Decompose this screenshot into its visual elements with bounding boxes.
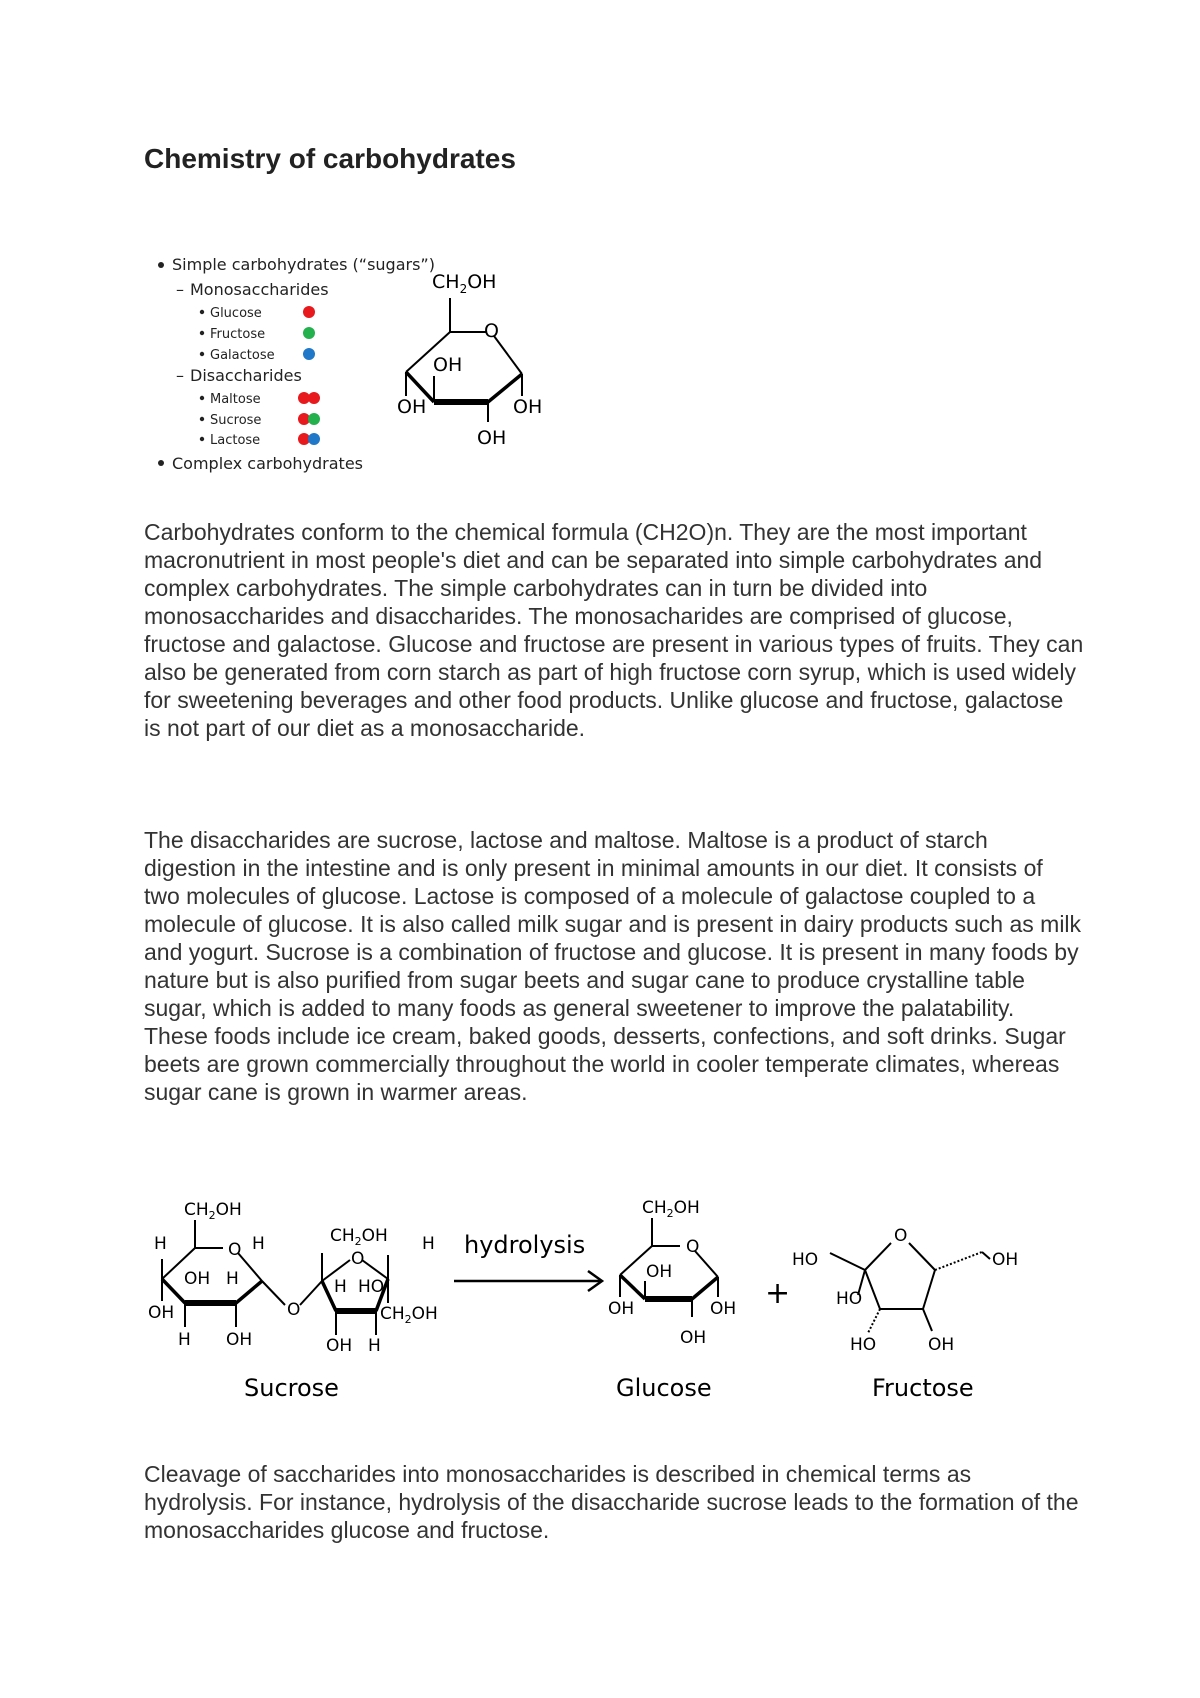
ch2oh-label: $CH_2OH$ bbox=[642, 1198, 700, 1220]
list-maltose: Maltose bbox=[210, 392, 261, 407]
ch2oh-label: $CH_2OH$ bbox=[184, 1200, 242, 1222]
h-label: H bbox=[368, 1336, 381, 1356]
oh-label: OH bbox=[226, 1330, 253, 1350]
h-label: H bbox=[334, 1277, 347, 1297]
bullet-icon bbox=[200, 437, 204, 441]
list-fructose: Fructose bbox=[210, 327, 266, 342]
bullet-icon bbox=[200, 396, 204, 400]
oh-label: OH bbox=[433, 354, 463, 376]
ring-oxygen-label: O bbox=[894, 1226, 908, 1246]
fructose-caption: Fructose bbox=[872, 1374, 974, 1402]
bullet-icon bbox=[200, 310, 204, 314]
ch2oh-label: $CH_2OH$ bbox=[330, 1226, 388, 1248]
sucrose-caption: Sucrose bbox=[244, 1374, 339, 1402]
oh-label: OH bbox=[326, 1336, 353, 1356]
hydrolysis-label: hydrolysis bbox=[464, 1231, 586, 1259]
glycosidic-oxygen-label: O bbox=[287, 1300, 301, 1320]
carbohydrate-classification-figure bbox=[144, 248, 554, 478]
ho-label: HO bbox=[792, 1250, 819, 1270]
list-lactose: Lactose bbox=[210, 433, 261, 448]
lactose-dot-icon bbox=[308, 433, 320, 445]
ho-label: HO bbox=[358, 1277, 385, 1297]
sucrose-hydrolysis-figure bbox=[140, 1185, 1080, 1410]
oh-label: OH bbox=[992, 1250, 1019, 1270]
oh-label: OH bbox=[148, 1303, 175, 1323]
h-label: H bbox=[226, 1269, 239, 1289]
ring-oxygen-label: O bbox=[686, 1237, 700, 1257]
list-di: Disaccharides bbox=[190, 366, 302, 385]
ch2oh-label: $CH_2OH$ bbox=[380, 1304, 438, 1326]
bullet-icon bbox=[158, 262, 164, 268]
oh-label: OH bbox=[710, 1299, 737, 1319]
ring-oxygen-label: O bbox=[228, 1240, 242, 1260]
bullet-icon bbox=[200, 352, 204, 356]
list-glucose: Glucose bbox=[210, 306, 262, 321]
page-title: Chemistry of carbohydrates bbox=[144, 143, 516, 174]
sucrose-dot-icon bbox=[308, 413, 320, 425]
h-label: H bbox=[178, 1330, 191, 1350]
classification-svg bbox=[144, 248, 554, 478]
ho-label: HO bbox=[836, 1289, 863, 1309]
h-label: H bbox=[252, 1234, 265, 1254]
bullet-icon bbox=[200, 331, 204, 335]
fructose-labels bbox=[792, 1226, 1018, 1355]
bullet-icon bbox=[158, 460, 164, 466]
ch2oh-label: $CH_2OH$ bbox=[432, 271, 497, 296]
list-complex: Complex carbohydrates bbox=[172, 454, 363, 473]
glucose-labels bbox=[608, 1198, 736, 1348]
oh-label: OH bbox=[397, 396, 427, 418]
h-label: H bbox=[154, 1234, 167, 1254]
list-mono: Monosaccharides bbox=[190, 280, 329, 299]
glucose-dot-icon bbox=[303, 306, 315, 318]
list-sucrose: Sucrose bbox=[210, 413, 262, 428]
list-simple: Simple carbohydrates (“sugars”) bbox=[172, 255, 435, 274]
h-label: H bbox=[422, 1234, 435, 1254]
dash-mono: – bbox=[176, 280, 184, 299]
glucose-caption: Glucose bbox=[616, 1374, 712, 1402]
oh-label: OH bbox=[646, 1262, 673, 1282]
paragraph-hydrolysis: Cleavage of saccharides into monosaccharides is described in chemical terms as hydrolysis. For instance, hydrolysis of the disaccharide sucrose leads to the formation of the monosaccharides glucose and fructose. bbox=[144, 1461, 1079, 1543]
dash-di: – bbox=[176, 366, 184, 385]
oh-label: OH bbox=[477, 427, 507, 449]
oh-label: OH bbox=[184, 1269, 211, 1289]
fructose-dot-icon bbox=[303, 327, 315, 339]
maltose-dot-icon bbox=[308, 392, 320, 404]
oh-label: OH bbox=[680, 1328, 707, 1348]
paragraph-disaccharides: The disaccharides are sucrose, lactose and maltose. Maltose is a product of starch digestion in the intestine and is only present in minimal amounts in our diet. It consists of two molecules of glucose. Lactose is composed of a molecule of galactose coupled to a molecule of glucose. It is also called milk sugar and is present in dairy products such as milk and yogurt. Sucrose is a combination of fructose and glucose. It is present in many foods by nature but is also purified from sugar beets and sugar cane to produce crystalline table sugar, which is added to many foods as general sweetener to improve the palatability. These foods include ice cream, baked goods, desserts, confections, and soft drinks. Sugar beets are grown commercially throughout the world in cooler temperate climates, whereas sugar cane is grown in warmer areas. bbox=[144, 827, 1082, 1105]
sucrose-labels bbox=[148, 1200, 438, 1356]
fructose-structure bbox=[830, 1243, 990, 1333]
ring-oxygen-label: O bbox=[351, 1249, 365, 1269]
ho-label: HO bbox=[850, 1335, 877, 1355]
classification-list bbox=[158, 255, 435, 473]
oh-label: OH bbox=[513, 396, 543, 418]
list-galactose: Galactose bbox=[210, 348, 275, 363]
oh-label: OH bbox=[928, 1335, 955, 1355]
galactose-dot-icon bbox=[303, 348, 315, 360]
plus-sign: + bbox=[765, 1276, 791, 1311]
bullet-icon bbox=[200, 417, 204, 421]
ring-oxygen-label: O bbox=[484, 320, 499, 342]
paragraph-intro: Carbohydrates conform to the chemical formula (CH2O)n. They are the most important macronutrient in most people's diet and can be separated into simple carbohydrates and complex carbohydrates. The simple carbohydrates can in turn be divided into monosaccharides and disaccharides. The monosacharides are comprised of glucose, fructose and galactose. Glucose and fructose are present in various types of fruits. They can also be generated from corn starch as part of high fructose corn syrup, which is used widely for sweetening beverages and other food products. Unlike glucose and fructose, galactose is not part of our diet as a monosaccharide. bbox=[144, 519, 1084, 741]
oh-label: OH bbox=[608, 1299, 635, 1319]
hydrolysis-svg bbox=[140, 1185, 1080, 1410]
